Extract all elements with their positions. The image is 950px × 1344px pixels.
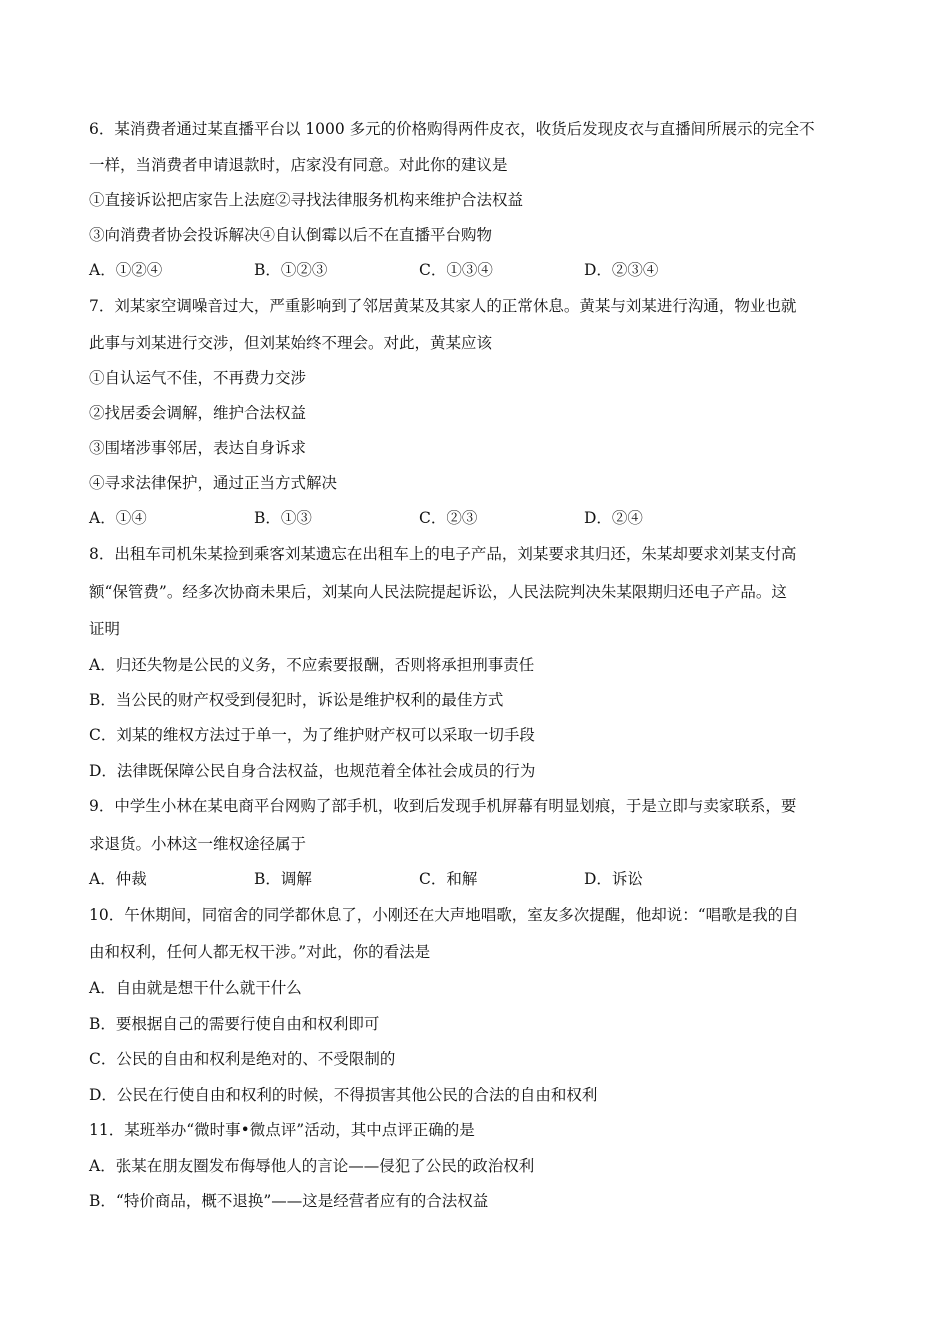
- q7-option-d: D．②④: [584, 509, 643, 527]
- q6-item-line-1: ①直接诉讼把店家告上法庭②寻找法律服务机构来维护合法权益: [89, 191, 524, 209]
- q10-option-b: B．要根据自己的需要行使自由和权利即可: [89, 1015, 380, 1033]
- q10-stem-line-2: 由和权利，任何人都无权干涉。”对此，你的看法是: [89, 943, 431, 961]
- q7-option-b: B．①③: [254, 509, 312, 527]
- q7-option-a: A．①④: [89, 509, 147, 527]
- q8-option-a: A．归还失物是公民的义务，不应索要报酬，否则将承担刑事责任: [89, 656, 535, 674]
- q6-option-a: A．①②④: [89, 261, 163, 279]
- q9-option-b: B．调解: [254, 870, 312, 888]
- q10-option-a: A．自由就是想干什么就干什么: [89, 979, 302, 997]
- q7-item-3: ③围堵涉事邻居，表达自身诉求: [89, 439, 307, 457]
- q6-option-d: D．②③④: [584, 261, 659, 279]
- q7-item-1: ①自认运气不佳，不再费力交涉: [89, 369, 307, 387]
- q7-option-c: C．②③: [419, 509, 478, 527]
- q9-option-c: C．和解: [419, 870, 478, 888]
- q11-option-a: A．张某在朋友圈发布侮辱他人的言论——侵犯了公民的政治权利: [89, 1157, 535, 1175]
- q9-stem-line-1: 9．中学生小林在某电商平台网购了部手机，收到后发现手机屏幕有明显划痕，于是立即与卖家联系，要: [89, 797, 797, 815]
- q7-item-4: ④寻求法律保护，通过正当方式解决: [89, 474, 338, 492]
- q8-stem-line-2: 额“保管费”。经多次协商未果后，刘某向人民法院提起诉讼，人民法院判决朱某限期归还电子产品。这: [89, 583, 787, 601]
- q8-option-c: C．刘某的维权方法过于单一，为了维护财产权可以采取一切手段: [89, 726, 535, 744]
- q7-stem-line-1: 7．刘某家空调噪音过大，严重影响到了邻居黄某及其家人的正常休息。黄某与刘某进行沟通，物业也就: [89, 297, 797, 315]
- q11-option-b: B．“特价商品，概不退换”——这是经营者应有的合法权益: [89, 1192, 489, 1210]
- q11-stem-line-1: 11．某班举办“微时事•微点评”活动，其中点评正确的是: [89, 1121, 475, 1139]
- q6-option-b: B．①②③: [254, 261, 328, 279]
- q8-option-d: D．法律既保障公民自身合法权益，也规范着全体社会成员的行为: [89, 762, 536, 780]
- q10-option-c: C．公民的自由和权利是绝对的、不受限制的: [89, 1050, 396, 1068]
- q9-stem-line-2: 求退货。小林这一维权途径属于: [89, 835, 307, 853]
- q8-stem-line-3: 证明: [89, 620, 121, 638]
- q6-stem-line-2: 一样，当消费者申请退款时，店家没有同意。对此你的建议是: [89, 156, 508, 174]
- q6-option-c: C．①③④: [419, 261, 493, 279]
- q10-stem-line-1: 10．午休期间，同宿舍的同学都休息了，小刚还在大声地唱歌，室友多次提醒，他却说：“唱歌是我的自: [89, 906, 799, 924]
- q8-stem-line-1: 8．出租车司机朱某捡到乘客刘某遗忘在出租车上的电子产品，刘某要求其归还，朱某却要求刘某支付高: [89, 545, 797, 563]
- q6-item-line-2: ③向消费者协会投诉解决④自认倒霉以后不在直播平台购物: [89, 226, 493, 244]
- q6-stem-line-1: 6．某消费者通过某直播平台以 1000 多元的价格购得两件皮衣，收货后发现皮衣与直播间所展示的完全不: [89, 120, 815, 138]
- q9-option-a: A．仲裁: [89, 870, 147, 888]
- q7-item-2: ②找居委会调解，维护合法权益: [89, 404, 307, 422]
- q10-option-d: D．公民在行使自由和权利的时候，不得损害其他公民的合法的自由和权利: [89, 1086, 598, 1104]
- q7-stem-line-2: 此事与刘某进行交涉，但刘某始终不理会。对此，黄某应该: [89, 334, 493, 352]
- q9-option-d: D．诉讼: [584, 870, 643, 888]
- q8-option-b: B．当公民的财产权受到侵犯时，诉讼是维护权利的最佳方式: [89, 691, 504, 709]
